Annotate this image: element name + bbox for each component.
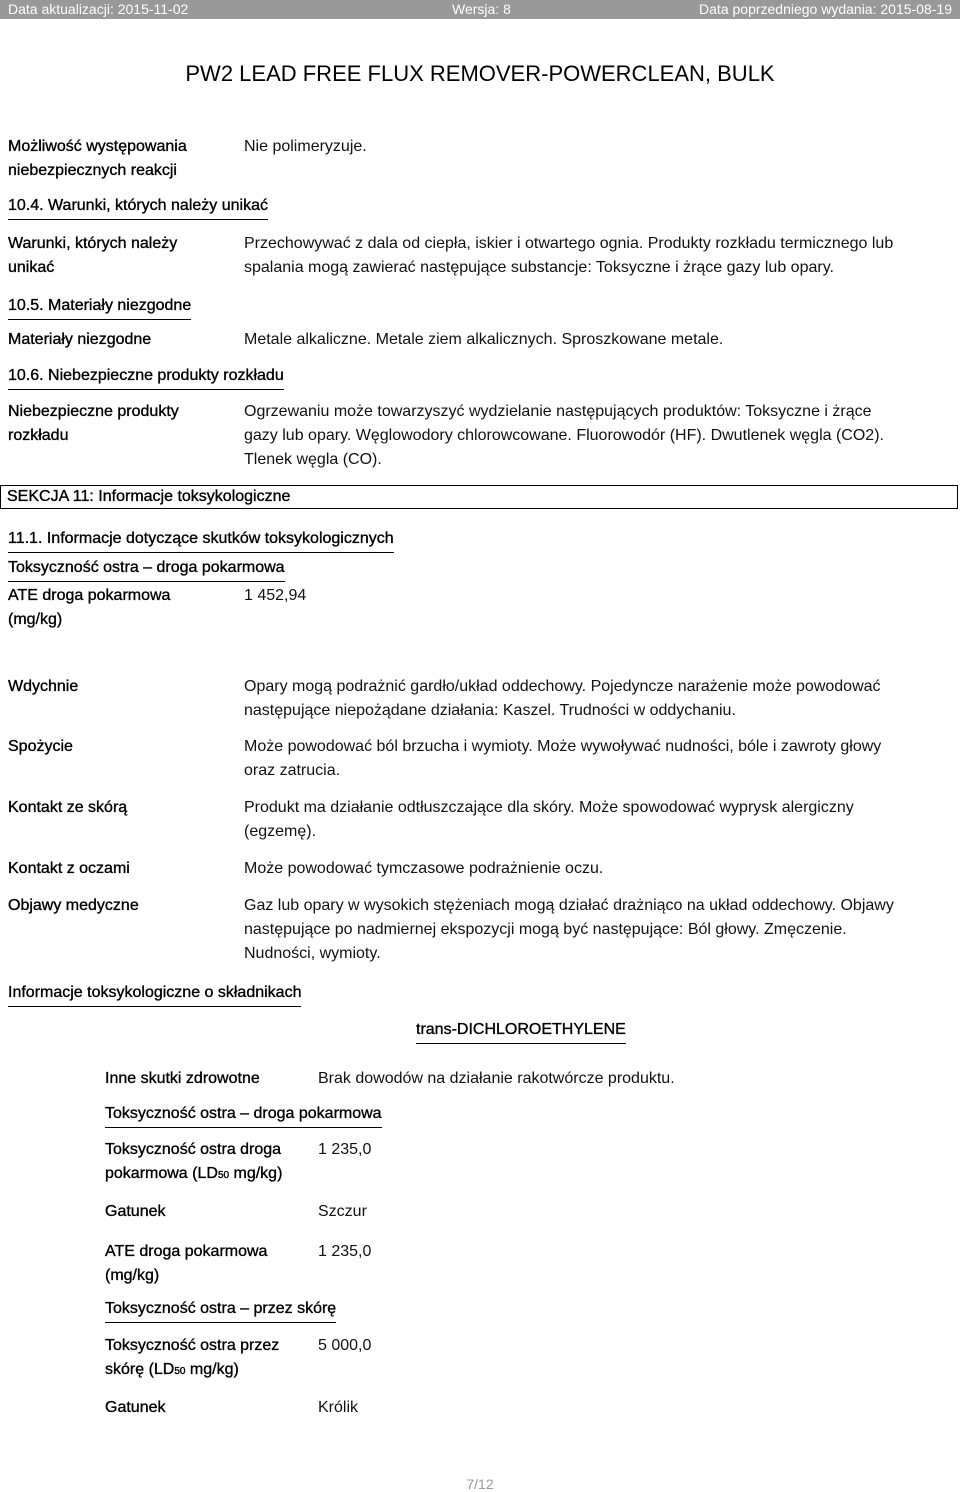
eye-contact-value: Może powodować tymczasowe podrażnienie oczu.: [244, 860, 604, 877]
component-oral-heading: Toksyczność ostra – droga pokarmowa: [105, 1103, 382, 1128]
section-11-box: SEKCJA 11: Informacje toksykologiczne: [0, 485, 958, 509]
ate-oral-label: ATE droga pokarmowa (mg/kg): [8, 587, 171, 628]
incompatible-value: Metale alkaliczne. Metale ziem alkalicznych. Sproszkowane metale.: [244, 331, 724, 348]
ingestion-label: Spożycie: [8, 738, 73, 755]
species-value-oral: Szczur: [318, 1203, 367, 1220]
other-effects-value: Brak dowodów na działanie rakotwórcze produktu.: [318, 1070, 675, 1087]
ate-oral-value: 1 452,94: [244, 587, 307, 604]
medical-symptoms-label: Objawy medyczne: [8, 897, 139, 914]
conditions-label: Warunki, których należy unikać: [8, 235, 178, 276]
section-10-5-heading: 10.5. Materiały niezgodne: [8, 295, 191, 320]
header-bar: [0, 0, 960, 19]
component-info-heading: Informacje toksykologiczne o składnikach: [8, 982, 301, 1007]
species-label-dermal: Gatunek: [105, 1399, 166, 1416]
section-10-6-heading: 10.6. Niebezpieczne produkty rozkładu: [8, 365, 284, 390]
update-date: Data aktualizacji: 2015-11-02: [8, 1, 189, 17]
reactions-value: Nie polimeryzuje.: [244, 138, 367, 155]
acute-oral-heading: Toksyczność ostra – droga pokarmowa: [8, 557, 285, 582]
document-title: PW2 LEAD FREE FLUX REMOVER-POWERCLEAN, BULK: [185, 61, 775, 86]
skin-contact-label: Kontakt ze skórą: [8, 799, 128, 816]
dermal-ld50-label: Toksyczność ostra przez skórę (LD50 mg/kg): [105, 1337, 280, 1378]
eye-contact-label: Kontakt z oczami: [8, 860, 130, 877]
section-11-1-heading: 11.1. Informacje dotyczące skutków toksykologicznych: [8, 528, 394, 553]
decomposition-value: Ogrzewaniu może towarzyszyć wydzielanie następujących produktów: Toksyczne i żrące gazy lub opary. Węglowodory chlorowcowane. Fluorowodór (HF). Dwutlenek węgla (CO2). Tlenek węgla (CO).: [244, 403, 884, 468]
other-effects-label: Inne skutki zdrowotne: [105, 1070, 260, 1087]
component-ate-value: 1 235,0: [318, 1243, 372, 1260]
component-ate-label: ATE droga pokarmowa (mg/kg): [105, 1243, 268, 1284]
skin-contact-value: Produkt ma działanie odtłuszczające dla skóry. Może spowodować wyprysk alergiczny (egzemę).: [244, 799, 854, 840]
inhalation-label: Wdychnie: [8, 678, 79, 695]
conditions-value: Przechowywać z dala od ciepła, iskier i otwartego ognia. Produkty rozkładu termicznego lub spalania mogą zawierać następujące substancje: Toksyczne i żrące gazy lub opary.: [244, 235, 894, 276]
oral-ld50-value: 1 235,0: [318, 1141, 372, 1158]
page-number: 7/12: [466, 1476, 494, 1492]
incompatible-label: Materiały niezgodne: [8, 331, 152, 348]
oral-ld50-label: Toksyczność ostra droga pokarmowa (LD50 mg/kg): [105, 1141, 283, 1182]
inhalation-value: Opary mogą podrażnić gardło/układ oddechowy. Pojedyncze narażenie może powodować następujące niepożądane działania: Kaszel. Trudności w oddychaniu.: [244, 678, 881, 719]
species-label-oral: Gatunek: [105, 1203, 166, 1220]
version: Wersja: 8: [452, 1, 511, 17]
medical-symptoms-value: Gaz lub opary w wysokich stężeniach mogą działać drażniąco na układ oddechowy. Objawy następujące po nadmiernej ekspozycji mogą być następujące: Ból głowy. Zmęczenie. Nudności, wymioty.: [244, 897, 894, 962]
component-dermal-heading: Toksyczność ostra – przez skórę: [105, 1298, 336, 1323]
decomposition-label: Niebezpieczne produkty rozkładu: [8, 403, 179, 444]
species-value-dermal: Królik: [318, 1399, 359, 1416]
reactions-label: Możliwość występowania niebezpiecznych reakcji: [8, 138, 187, 179]
section-10-4-heading: 10.4. Warunki, których należy unikać: [8, 195, 268, 220]
dermal-ld50-value: 5 000,0: [318, 1337, 372, 1354]
previous-issue-date: Data poprzedniego wydania: 2015-08-19: [699, 1, 952, 17]
ingestion-value: Może powodować ból brzucha i wymioty. Może wywoływać nudności, bóle i zawroty głowy oraz zatrucia.: [244, 738, 882, 779]
component-substance-name: trans-DICHLOROETHYLENE: [416, 1019, 626, 1044]
